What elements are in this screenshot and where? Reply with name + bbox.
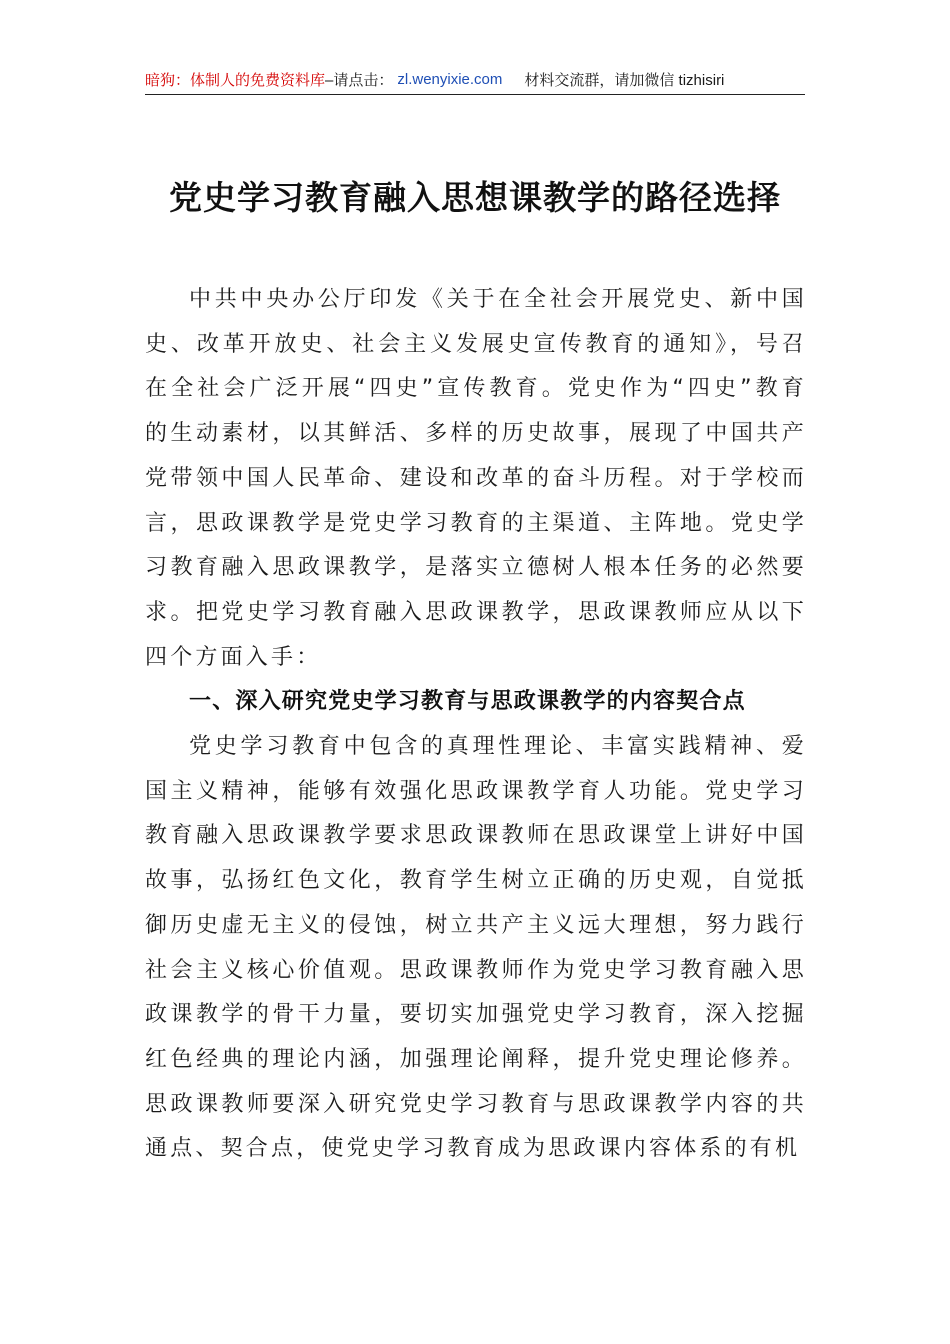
section-heading-1: 一、深入研究党史学习教育与思政课教学的内容契合点 — [189, 689, 746, 715]
header-click-prompt: –请点击： — [325, 71, 394, 89]
document-title: 党史学习教育融入思想课教学的路径选择 — [169, 178, 781, 217]
page-header — [145, 64, 805, 95]
intro-paragraph: 中共中央办公厅印发《关于在全社会开展党史、新中国史、改革开放史、社会主义发展史宣传教育的通知》，号召在全社会广泛开展“四史”宣传教育。党史作为“四史”教育的生动素材，以其鲜活、多样的历史故事，展现了中国共产党带领中国人民革命、建设和改革的奋斗历程。对于学校而言，思政课教学是党史学习教育的主渠道、主阵地。党史学习教育融入思政课教学，是落实立德树人根本任务的必然要求。把党史学习教育融入思政课教学，思政课教师应从以下四个方面入手： — [145, 287, 807, 670]
section-1-paragraph: 党史学习教育中包含的真理性理论、丰富实践精神、爱国主义精神，能够有效强化思政课教学育人功能。党史学习教育融入思政课教学要求思政课教师在思政课堂上讲好中国故事，弘扬红色文化，教育学生树立正确的历史观，自觉抵御历史虚无主义的侵蚀，树立共产主义远大理想，努力践行社会主义核心价值观。思政课教师作为党史学习教育融入思政课教学的骨干力量，要切实加强党史学习教育，深入挖掘红色经典的理论内涵，加强理论阐释，提升党史理论修养。思政课教师要深入研究党史学习教育与思政课教学内容的共通点、契合点，使党史学习教育成为思政课内容体系的有机 — [145, 734, 807, 1162]
header-brand: 暗狗：体制人的免费资料库 — [145, 71, 326, 89]
document-body — [145, 278, 807, 1172]
header-link[interactable]: zl.wenyixie.com — [397, 70, 503, 88]
header-contact: 材料交流群，请加微信 tizhisiri — [524, 71, 725, 89]
